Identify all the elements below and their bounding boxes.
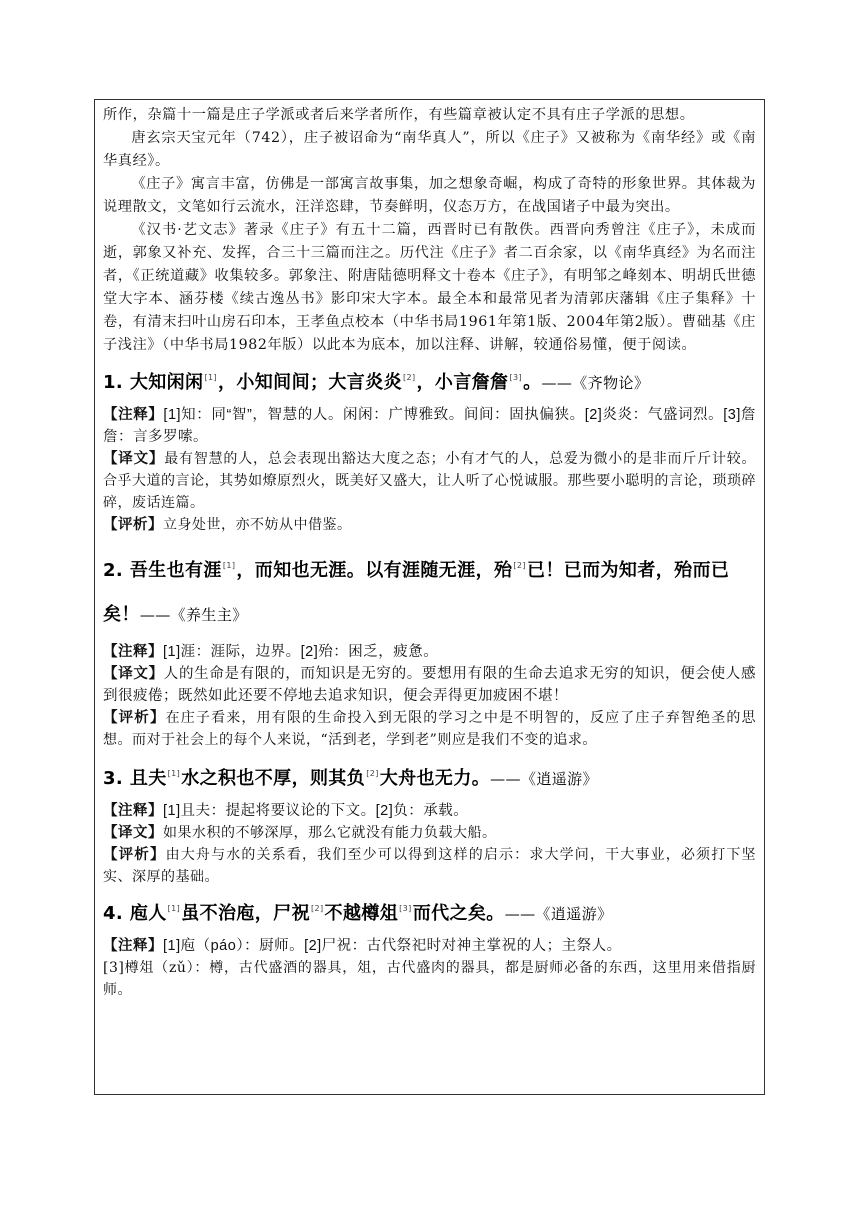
notes-label: 【注释】 [103, 938, 163, 954]
analysis-text: 立身处世，亦不妨从中借鉴。 [163, 517, 352, 533]
analysis-line [103, 707, 756, 751]
notes-text: [1]知：同“智”，智慧的人。闲闲：广博雅致。间间：固执偏狭。[2]炎炎：气盛词烈。[3]詹詹：言多罗嗦。 [103, 407, 756, 445]
analysis-line [103, 514, 756, 536]
notes-line [103, 641, 756, 663]
quote-text: 水之积也不厚，则其负 [181, 768, 366, 789]
footnote-marker: [3] [509, 373, 523, 382]
analysis-label: 【评析】 [103, 847, 166, 863]
quote-text: 虽不治庖，尸祝 [181, 903, 310, 924]
quote-heading [103, 544, 756, 637]
footnote-marker: [1] [222, 561, 236, 570]
notes-label: 【注释】 [103, 803, 163, 819]
quote-text: 不越樽俎 [324, 903, 399, 924]
quote-section [103, 761, 756, 888]
content-box [94, 99, 765, 1095]
analysis-text: 由大舟与水的关系看，我们至少可以得到这样的启示：求大学问，干大事业，必须打下坚实、深厚的基础。 [103, 847, 757, 885]
footnote-marker: [2] [366, 769, 379, 778]
footnote-marker: [2] [402, 373, 416, 382]
analysis-text: 在庄子看来，用有限的生命投入到无限的学习之中是不明智的，反应了庄子弃智绝圣的思想。而对于社会上的每个人来说，“活到老，学到老”则应是我们不变的追求。 [103, 710, 757, 748]
footnote-marker: [2] [513, 561, 526, 570]
quote-text: ，小知间间；大言炎炎 [217, 372, 402, 393]
quote-text: 。 [523, 372, 542, 393]
footnote-marker: [1] [167, 769, 181, 778]
analysis-label: 【评析】 [103, 517, 163, 533]
notes-text: [1]涯：涯际，边界。[2]殆：困乏，疲惫。 [163, 644, 439, 660]
quote-source: ——《逍遥游》 [504, 905, 613, 923]
quote-text: 4. 庖人 [103, 903, 167, 924]
quote-heading [103, 761, 756, 792]
notes-line [103, 404, 756, 448]
intro-paragraph: 所作，杂篇十一篇是庄子学派或者后来学者所作，有些篇章被认定不具有庄子学派的思想。 [103, 107, 695, 123]
translation-label: 【译文】 [103, 666, 164, 682]
quote-text: 而代之矣。 [412, 903, 505, 924]
quote-text: 2. 吾生也有涯 [103, 560, 222, 581]
footnote-marker: [3] [399, 904, 412, 913]
notes-line [103, 935, 756, 957]
intro-paragraph: 唐玄宗天宝元年（742），庄子被诏命为“南华真人”，所以《庄子》又被称为《南华经》或《南华真经》。 [103, 130, 756, 169]
translation-label: 【译文】 [103, 825, 163, 841]
notes-label: 【注释】 [103, 644, 163, 660]
footnote-marker: [1] [204, 373, 217, 382]
notes-line [103, 800, 756, 822]
quote-text: ，小言詹詹 [416, 372, 509, 393]
intro-paragraph: 《庄子》寓言丰富，仿佛是一部寓言故事集，加之想象奇崛，构成了奇特的形象世界。其体裁为说理散文，文笔如行云流水，汪洋恣肆，节奏鲜明，仪态万方，在战国诸子中最为突出。 [103, 176, 756, 215]
quote-source: ——《养生主》 [139, 606, 248, 624]
quote-heading [103, 365, 756, 396]
translation-label: 【译文】 [103, 451, 165, 467]
translation-text: 人的生命是有限的，而知识是无穷的。要想用有限的生命去追求无穷的知识，便会使人感到很疲倦；既然如此还要不停地去追求知识，便会弄得更加疲困不堪！ [103, 666, 757, 704]
quote-text: 1. 大知闲闲 [103, 372, 204, 393]
translation-line [103, 448, 756, 514]
quote-section [103, 544, 756, 751]
notes-label: 【注释】 [103, 407, 164, 423]
translation-line [103, 663, 756, 707]
quote-heading [103, 896, 756, 927]
quote-section [103, 896, 756, 1001]
quote-text: 已！已而为知者，殆而已矣！ [103, 560, 730, 625]
notes-continuation: [3]樽俎（zǔ）：樽，古代盛酒的器具，俎，古代盛肉的器具，都是厨师必备的东西，这里用来借指厨师。 [103, 960, 756, 998]
translation-text: 如果水积的不够深厚，那么它就没有能力负载大船。 [163, 825, 497, 841]
quote-source: ——《齐物论》 [541, 374, 650, 392]
notes-text: [1]且夫：提起将要议论的下文。[2]负：承载。 [163, 803, 469, 819]
footnote-marker: [1] [167, 904, 181, 913]
analysis-label: 【评析】 [103, 710, 166, 726]
quote-text: 3. 且夫 [103, 768, 167, 789]
quote-text: 大舟也无力。 [379, 768, 491, 789]
translation-line [103, 822, 756, 844]
quote-section [103, 365, 756, 536]
quote-source: ——《逍遥游》 [490, 770, 598, 788]
quote-text: ，而知也无涯。以有涯随无涯，殆 [236, 560, 513, 581]
notes-text: [1]庖（páo）：厨师。[2]尸祝：古代祭祀时对神主掌祝的人；主祭人。 [163, 938, 622, 954]
translation-text: 最有智慧的人，总会表现出豁达大度之态；小有才气的人，总爱为微小的是非而斤斤计较。合乎大道的言论，其势如燎原烈火，既美好又盛大，让人听了心悦诚服。那些要小聪明的言论，琐琐碎碎，废话连篇。 [103, 451, 757, 511]
analysis-line [103, 844, 756, 888]
intro-paragraph: 《汉书·艺文志》著录《庄子》有五十二篇，西晋时已有散佚。西晋向秀曾注《庄子》，未成而逝，郭象又补充、发挥，合三十三篇而注之。历代注《庄子》者二百余家，以《南华真经》为名而注者，《正统道藏》收集较多。郭象注、附唐陆德明释文十卷本《庄子》，有明邹之峰刻本、明胡氏世德堂大字本、涵芬楼《续古逸丛书》影印宋大字本。最全本和最常见者为清郭庆藩辑《庄子集释》十卷，有清末扫叶山房石印本，王孝鱼点校本（中华书局1961年第1版、2004年第2版）。曹础基《庄子浅注》（中华书局1982年版）以此本为底本，加以注释、讲解，较通俗易懂，便于阅读。 [103, 222, 756, 353]
footnote-marker: [2] [311, 904, 324, 913]
